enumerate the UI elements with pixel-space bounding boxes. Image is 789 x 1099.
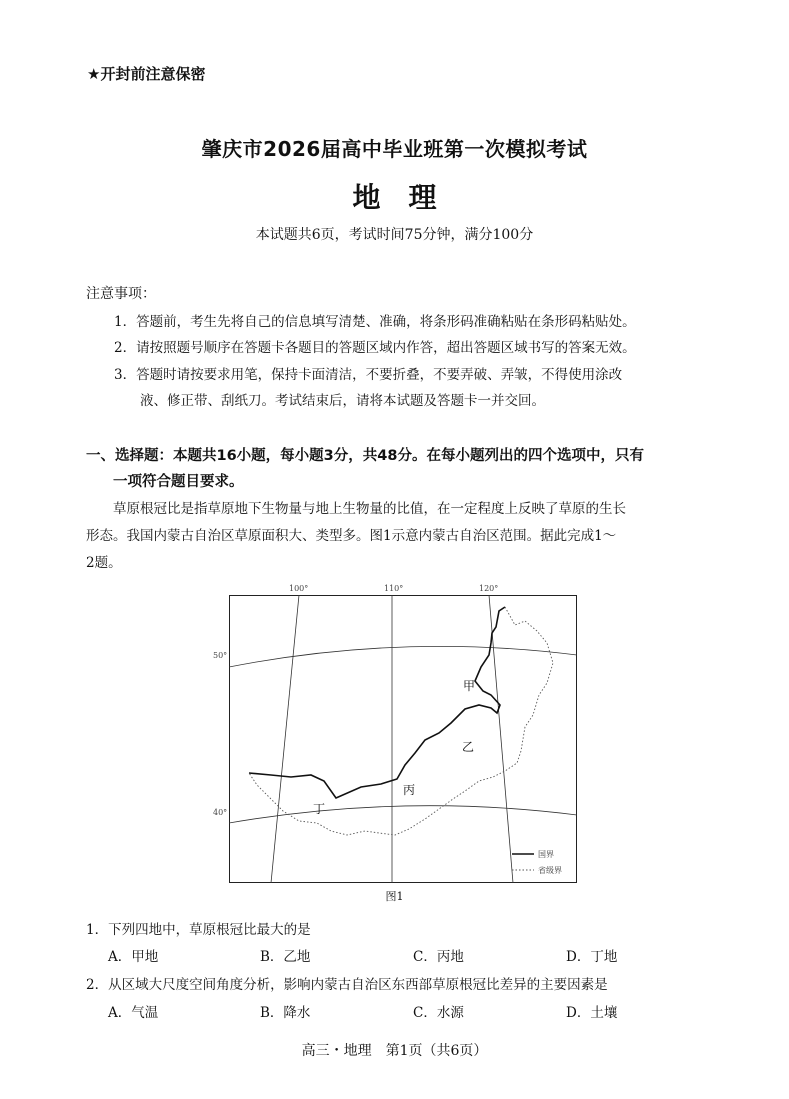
exam-info: 本试题共6页，考试时间75分钟，满分100分 bbox=[255, 227, 534, 243]
place-yi: 乙 bbox=[462, 740, 475, 754]
question-2-option-a: A．气温 bbox=[108, 1005, 159, 1021]
material-paragraph-line2: 形态。我国内蒙古自治区草原面积大、类型多。图1示意内蒙古自治区范围。据此完成1～ bbox=[86, 528, 617, 544]
notice-item-2: 2．请按照题号顺序在答题卡各题目的答题区域内作答，超出答题区域书写的答案无效。 bbox=[114, 340, 636, 356]
question-1-stem: 1．下列四地中，草原根冠比最大的是 bbox=[86, 922, 311, 938]
lon-label-120: 120° bbox=[479, 584, 499, 593]
question-2-stem: 2．从区域大尺度空间角度分析，影响内蒙古自治区东西部草原根冠比差异的主要因素是 bbox=[86, 977, 608, 993]
place-bing: 丙 bbox=[403, 783, 416, 797]
page-footer: 高三・地理 第1页（共6页） bbox=[301, 1043, 488, 1059]
notice-heading: 注意事项： bbox=[86, 286, 156, 302]
question-2-option-b: B．降水 bbox=[260, 1005, 311, 1021]
question-1-option-c: C．丙地 bbox=[413, 949, 464, 965]
legend-provincial-border: 省级界 bbox=[538, 866, 562, 875]
place-jia: 甲 bbox=[463, 679, 476, 693]
question-1-option-b: B．乙地 bbox=[260, 949, 311, 965]
material-paragraph: 草原根冠比是指草原地下生物量与地上生物量的比值，在一定程度上反映了草原的生长 bbox=[113, 501, 626, 517]
question-1-option-d: D．丁地 bbox=[566, 949, 618, 965]
exam-subject: 地理 bbox=[352, 181, 465, 214]
legend-national-border: 国界 bbox=[538, 850, 554, 859]
question-2-option-c: C．水源 bbox=[413, 1005, 464, 1021]
lon-label-100: 100° bbox=[289, 584, 309, 593]
section-heading-cont: 一项符合题目要求。 bbox=[113, 474, 244, 490]
confidential-mark: ★开封前注意保密 bbox=[87, 65, 206, 83]
exam-title: 肇庆市2026届高中毕业班第一次模拟考试 bbox=[201, 137, 588, 161]
figure-caption: 图1 bbox=[385, 890, 404, 903]
place-ding: 丁 bbox=[313, 802, 326, 816]
section-heading: 一、选择题：本题共16小题，每小题3分，共48分。在每小题列出的四个选项中，只有 bbox=[86, 448, 644, 464]
lat-label-40: 40° bbox=[213, 808, 228, 817]
inner-mongolia-map bbox=[213, 584, 577, 883]
notice-item-1: 1．答题前，考生先将自己的信息填写清楚、准确，将条形码准确粘贴在条形码粘贴处。 bbox=[114, 314, 636, 330]
notice-item-3: 3．答题时请按要求用笔，保持卡面清洁，不要折叠，不要弄破、弄皱，不得使用涂改 bbox=[114, 367, 623, 383]
lon-label-110: 110° bbox=[384, 584, 404, 593]
notice-item-3-cont: 液、修正带、刮纸刀。考试结束后，请将本试题及答题卡一并交回。 bbox=[140, 393, 545, 409]
question-1-option-a: A．甲地 bbox=[108, 949, 159, 965]
question-2-option-d: D．土壤 bbox=[566, 1005, 618, 1021]
lat-label-50: 50° bbox=[213, 651, 228, 660]
material-paragraph-line3: 2题。 bbox=[86, 555, 122, 571]
